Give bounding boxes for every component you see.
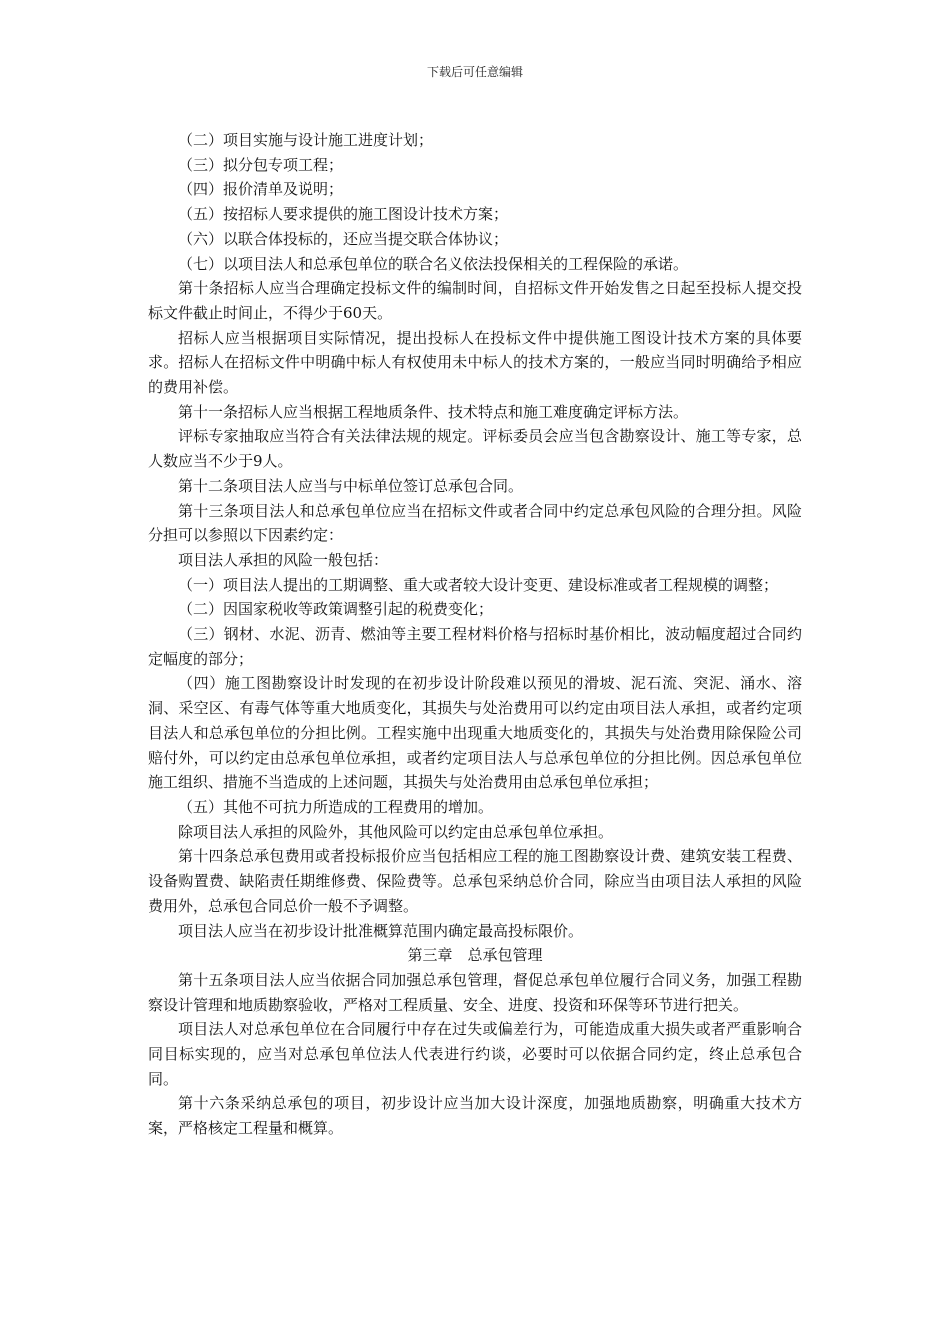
- body-paragraph: 招标人应当根据项目实际情况，提出投标人在投标文件中提供施工图设计技术方案的具体要求。招标人在招标文件中明确中标人有权使用未中标人的技术方案的，一般应当同时明确给予相应的费用补偿。: [148, 328, 802, 397]
- chapter-heading: 第三章 总承包管理: [407, 946, 543, 965]
- body-paragraph: （六）以联合体投标的，还应当提交联合体协议；: [178, 229, 509, 248]
- body-paragraph: 第十五条项目法人应当依据合同加强总承包管理，督促总承包单位履行合同义务，加强工程勘察设计管理和地质勘察验收，严格对工程质量、安全、进度、投资和环保等环节进行把关。: [148, 970, 802, 1014]
- body-paragraph: （三）拟分包专项工程；: [178, 155, 344, 174]
- body-paragraph: （二）项目实施与设计施工进度计划；: [178, 131, 434, 149]
- body-paragraph: 第十条招标人应当合理确定投标文件的编制时间，自招标文件开始发售之日起至投标人提交投标文件截止时间止，不得少于60天。: [148, 279, 802, 322]
- body-paragraph: （三）钢材、水泥、沥青、燃油等主要工程材料价格与招标时基价相比，波动幅度超过合同约定幅度的部分；: [148, 625, 802, 668]
- body-paragraph: 评标专家抽取应当符合有关法律法规的规定。评标委员会应当包含勘察设计、施工等专家，总人数应当不少于9人。: [148, 427, 802, 471]
- body-paragraph: 项目法人对总承包单位在合同履行中存在过失或偏差行为，可能造成重大损失或者严重影响合同目标实现的，应当对总承包单位法人代表进行约谈，必要时可以依据合同约定，终止总承包合同。: [148, 1020, 802, 1088]
- body-paragraph: （四）报价清单及说明；: [178, 180, 344, 199]
- body-paragraph: 第十四条总承包费用或者投标报价应当包括相应工程的施工图勘察设计费、建筑安装工程费、设备购置费、缺陷责任期维修费、保险费等。总承包采纳总价合同，除应当由项目法人承担的风险费用外，总承包合同总价一般不予调整。: [148, 847, 802, 915]
- body-paragraph: （七）以项目法人和总承包单位的联合名义依法投保相关的工程保险的承诺。: [178, 254, 689, 273]
- body-paragraph: （二）因国家税收等政策调整引起的税费变化；: [178, 600, 494, 619]
- body-paragraph: （四）施工图勘察设计时发现的在初步设计阶段难以预见的滑坡、泥石流、突泥、涌水、溶洞、采空区、有毒气体等重大地质变化，其损失与处治费用可以约定由项目法人承担，或者约定项目法人和总承包单位的分担比例。工程实施中出现重大地质变化的，其损失与处治费用除保险公司赔付外，可以约定由总承包单位承担，或者约定项目法人与总承包单位的分担比例。因总承包单位施工组织、措施不当造成的上述问题，其损失与处治费用由总承包单位承担；: [148, 674, 802, 792]
- body-paragraph: 第十六条采纳总承包的项目，初步设计应当加大设计深度，加强地质勘察，明确重大技术方案，严格核定工程量和概算。: [148, 1094, 802, 1138]
- body-paragraph: （一）项目法人提出的工期调整、重大或者较大设计变更、建设标准或者工程规模的调整；: [178, 575, 779, 594]
- body-paragraph: 第十一条招标人应当根据工程地质条件、技术特点和施工难度确定评标方法。: [178, 402, 689, 421]
- document-body: [148, 128, 802, 1141]
- body-paragraph: 第十三条项目法人和总承包单位应当在招标文件或者合同中约定总承包风险的合理分担。风险分担可以参照以下因素约定：: [148, 501, 802, 545]
- page-header: 下载后可任意编辑: [426, 65, 523, 79]
- body-paragraph: （五）按招标人要求提供的施工图设计技术方案；: [178, 205, 509, 224]
- body-paragraph: 项目法人承担的风险一般包括：: [178, 550, 389, 569]
- body-paragraph: （五）其他不可抗力所造成的工程费用的增加。: [178, 797, 494, 816]
- body-paragraph: 除项目法人承担的风险外，其他风险可以约定由总承包单位承担。: [178, 822, 614, 841]
- body-paragraph: 第十二条项目法人应当与中标单位签订总承包合同。: [178, 476, 524, 495]
- body-paragraph: 项目法人应当在初步设计批准概算范围内确定最高投标限价。: [178, 921, 584, 940]
